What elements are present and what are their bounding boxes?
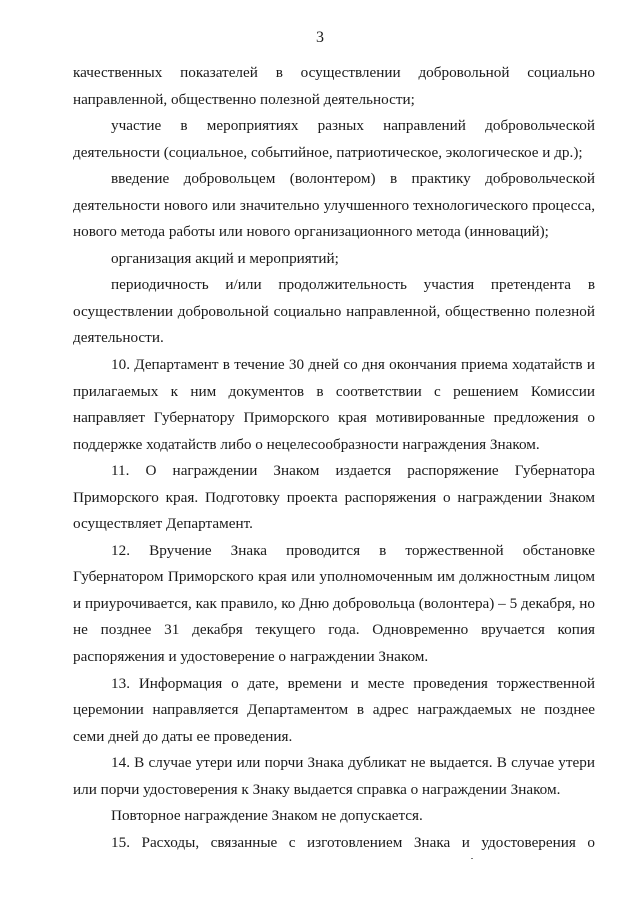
paragraph-item-10: 10. Департамент в течение 30 дней со дня окончания приема ходатайств и прилагаемых к ним документов в соответствии с решением Комиссии направляет Губернатору Приморского края мотивированные предложения о поддержке ходатайств либо о нецелесообразности награждения Знаком. [73, 356, 595, 453]
scan-speck [471, 858, 473, 859]
paragraph-no-repeat-award: Повторное награждение Знаком не допускается. [111, 807, 423, 825]
paragraph-item-12: 12. Вручение Знака проводится в торжественной обстановке Губернатором Приморского края или уполномоченным им должностным лицом и приурочивается, как правило, ко Дню добровольца (волонтера) – 5 декабря, но не позднее 31 декабря текущего года. Одновременно вручается копия распоряжения и удостоверение о награждении Знаком. [73, 541, 595, 666]
paragraph-item-15: 15. Расходы, связанные с изготовлением Знака и удостоверения о [111, 833, 595, 851]
paragraph-criteria-actions: организация акций и мероприятий; [111, 249, 339, 267]
paragraph-criteria-continuation: качественных показателей в осуществлении добровольной социально направленной, общественно полезной деятельности; [73, 64, 595, 108]
paragraph-item-11: 11. О награждении Знаком издается распоряжение Губернатора Приморского края. Подготовку проекта распоряжения о награждении Знаком осуществляет Департамент. [73, 462, 595, 533]
paragraph-item-13: 13. Информация о дате, времени и месте проведения торжественной церемонии направляется Департаментом в адрес награждаемых не позднее семи дней до даты ее проведения. [73, 674, 595, 745]
document-body [73, 60, 595, 856]
paragraph-item-14: 14. В случае утери или порчи Знака дубликат не выдается. В случае утери или порчи удостоверения к Знаку выдается справка о награждении Знаком. [73, 754, 595, 798]
paragraph-criteria-participation: участие в мероприятиях разных направлений добровольческой деятельности (социальное, событийное, патриотическое, экологическое и др.); [73, 117, 595, 161]
page-number: 3 [316, 29, 324, 46]
paragraph-criteria-innovation: введение добровольцем (волонтером) в практику добровольческой деятельности нового или значительно улучшенного технологического процесса, нового метода работы или нового организационного метода (инноваций); [73, 170, 595, 241]
paragraph-criteria-periodicity: периодичность и/или продолжительность участия претендента в осуществлении добровольной социально направленной, общественно полезной деятельности. [73, 276, 595, 347]
